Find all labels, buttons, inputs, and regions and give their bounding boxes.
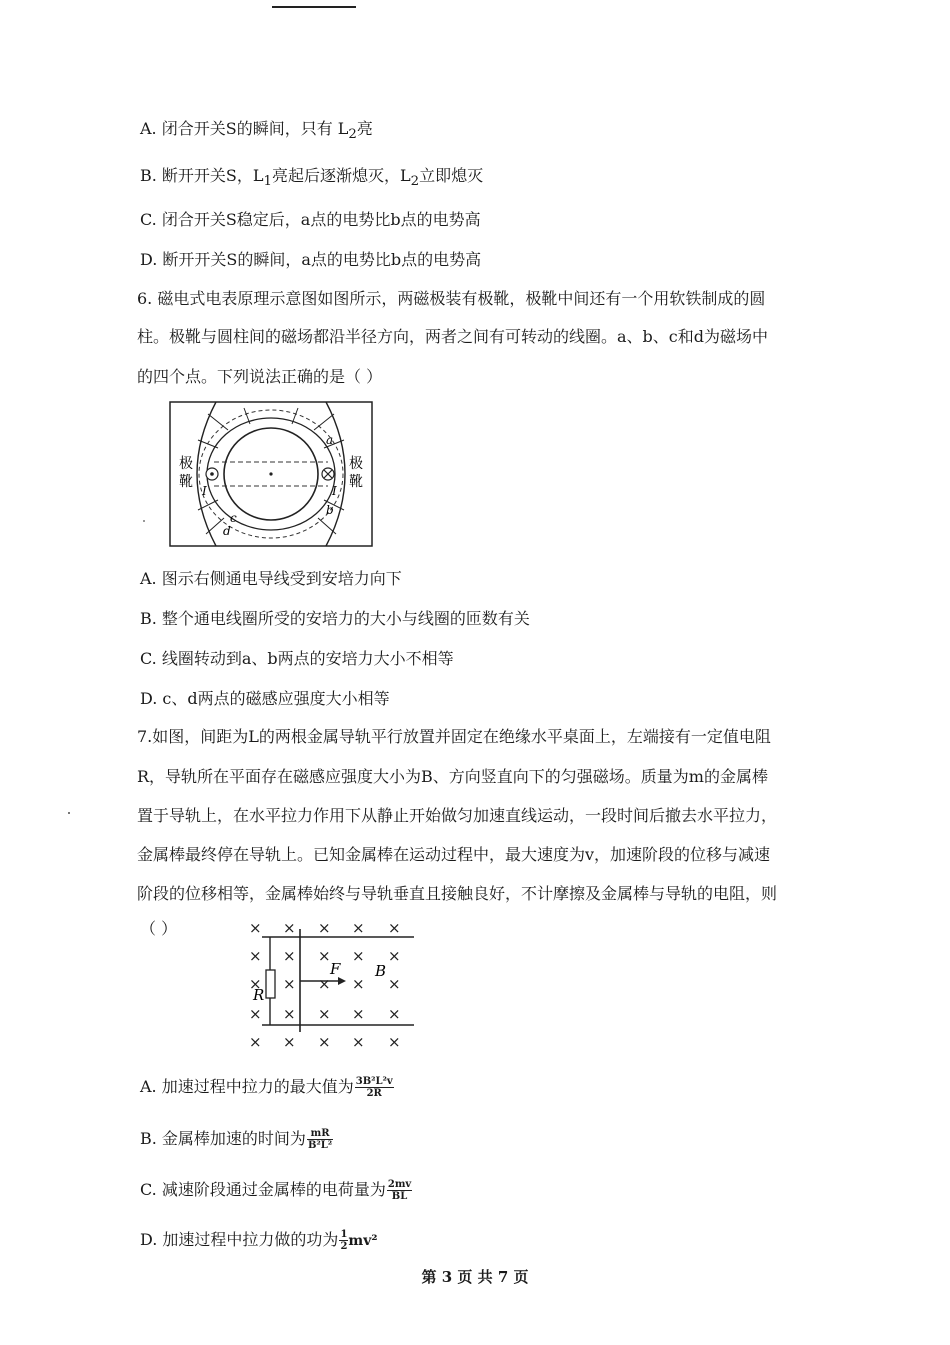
q5-option-b-text2: 亮起后逐渐熄灭，L (272, 166, 411, 185)
field-cross: × (352, 947, 365, 965)
q6-option-d: D. c、d两点的磁感应强度大小相等 (140, 689, 390, 708)
q7-option-d-tail: mv² (348, 1233, 378, 1249)
field-cross: × (249, 1033, 262, 1051)
q6-option-a: A. 图示右侧通电导线受到安培力向下 (140, 569, 402, 588)
fraction-numerator: 2mv (387, 1179, 412, 1190)
point-d-label: d (223, 524, 231, 538)
field-cross: × (388, 1005, 401, 1023)
q5-option-b (140, 163, 483, 189)
center-dot (269, 472, 272, 475)
right-label-1: 极 (349, 456, 363, 472)
field-cross: × (318, 1005, 331, 1023)
q7-option-c-fraction (387, 1179, 412, 1202)
field-cross: × (388, 919, 401, 937)
q5-option-b-tail: 立即熄灭 (419, 166, 484, 185)
q7-option-c (140, 1177, 412, 1202)
q7-option-d (140, 1227, 378, 1252)
q7-option-b (140, 1126, 333, 1151)
page-footer: 第 3 页 共 7 页 (421, 1268, 529, 1286)
q5-option-a-text: A. 闭合开关S的瞬间，只有 L (140, 119, 349, 138)
q5-option-b-sub1: 1 (263, 174, 273, 190)
q5-option-b-sub2: 2 (410, 174, 420, 190)
q7-option-b-fraction (307, 1128, 333, 1151)
field-cross: × (352, 975, 365, 993)
q6-stem-line1: 6. 磁电式电表原理示意图如图所示，两磁极装有极靴，极靴中间还有一个用软铁制成的圆 (137, 289, 766, 308)
field-cross: × (249, 947, 262, 965)
q7-option-a-fraction (355, 1076, 394, 1099)
field-cross: × (318, 975, 331, 993)
q6-stem-line2: 柱。极靴与圆柱间的磁场都沿半径方向，两者之间有可转动的线圈。a、b、c和d为磁场中 (137, 327, 768, 346)
field-cross: × (283, 975, 296, 993)
right-current-label: I (332, 484, 337, 498)
label-r: R (253, 986, 265, 1004)
field-cross: × (352, 1005, 365, 1023)
force-arrowhead (338, 977, 346, 985)
q5-option-b-text1: B. 断开开关S，L (140, 166, 264, 185)
q7-option-a (140, 1074, 394, 1099)
resistor (266, 970, 275, 998)
field-cross: × (318, 1033, 331, 1051)
q6-stem-line3: 的四个点。下列说法正确的是（ ） (137, 367, 383, 386)
field-cross: × (283, 947, 296, 965)
field-cross: × (249, 919, 262, 937)
q5-option-c: C. 闭合开关S稳定后，a点的电势比b点的电势高 (140, 210, 481, 229)
q5-option-a-sub: 2 (348, 127, 357, 143)
fraction-numerator: mR (307, 1128, 333, 1140)
field-cross: × (249, 1005, 262, 1023)
label-f: F (330, 960, 341, 978)
fraction-numerator: 1 (340, 1229, 348, 1240)
q6-option-b: B. 整个通电线圈所受的安培力的大小与线圈的匝数有关 (140, 609, 530, 628)
q7-option-b-text: B. 金属棒加速的时间为 (140, 1129, 306, 1148)
point-a-label: a (326, 433, 334, 447)
fraction-denominator: BL (391, 1191, 408, 1202)
q7-option-c-text: C. 减速阶段通过金属棒的电荷量为 (140, 1180, 386, 1199)
field-cross: × (388, 975, 401, 993)
field-cross: × (249, 975, 262, 993)
point-c-label: c (230, 511, 237, 525)
q7-stem-line2: R，导轨所在平面存在磁感应强度大小为B、方向竖直向下的匀强磁场。质量为m的金属棒 (137, 767, 768, 786)
field-cross: × (388, 1033, 401, 1051)
left-label-1: 极 (179, 456, 193, 472)
field-cross: × (283, 1005, 296, 1023)
q7-stem-line3: 置于导轨上，在水平拉力作用下从静止开始做匀加速直线运动，一段时间后撤去水平拉力， (137, 806, 778, 825)
q5-option-a-tail: 亮 (356, 119, 373, 138)
field-cross: × (318, 919, 331, 937)
q6-meter-figure (168, 400, 374, 548)
field-cross: × (352, 919, 365, 937)
fraction-numerator: 3B²L²v (355, 1076, 393, 1087)
label-b: B (375, 962, 387, 980)
field-cross: × (318, 947, 331, 965)
q5-option-d: D. 断开开关S的瞬间，a点的电势比b点的电势高 (140, 250, 482, 269)
q5-option-a (140, 116, 373, 142)
field-cross: × (283, 919, 296, 937)
fraction-denominator: 2 (340, 1241, 348, 1252)
point-b-label: b (326, 503, 334, 517)
fraction-denominator: 2R (366, 1088, 382, 1099)
left-label-2: 靴 (179, 474, 193, 490)
top-rule (272, 6, 356, 8)
q7-rail-figure (238, 914, 420, 1052)
field-cross: × (388, 947, 401, 965)
field-cross: × (352, 1033, 365, 1051)
right-label-2: 靴 (349, 474, 363, 490)
q7-option-d-text: D. 加速过程中拉力做的功为 (140, 1230, 339, 1249)
q7-stem-line1: 7.如图，间距为L的两根金属导轨平行放置并固定在绝缘水平桌面上，左端接有一定值电阻 (137, 727, 771, 746)
speck (68, 812, 70, 814)
q7-stem-line5: 阶段的位移相等，金属棒始终与导轨垂直且接触良好，不计摩擦及金属棒与导轨的电阻，则 (137, 884, 778, 903)
left-current-label: I (202, 484, 207, 498)
q6-option-c: C. 线圈转动到a、b两点的安培力大小不相等 (140, 649, 454, 668)
field-cross: × (283, 1033, 296, 1051)
speck (143, 520, 145, 522)
q7-stem-line4: 金属棒最终停在导轨上。已知金属棒在运动过程中，最大速度为v，加速阶段的位移与减速 (137, 845, 771, 864)
field-lines (198, 408, 344, 534)
fraction-denominator: B²L² (307, 1140, 333, 1151)
q7-option-a-text: A. 加速过程中拉力的最大值为 (140, 1077, 354, 1096)
q7-answer-paren: （ ） (140, 919, 178, 938)
